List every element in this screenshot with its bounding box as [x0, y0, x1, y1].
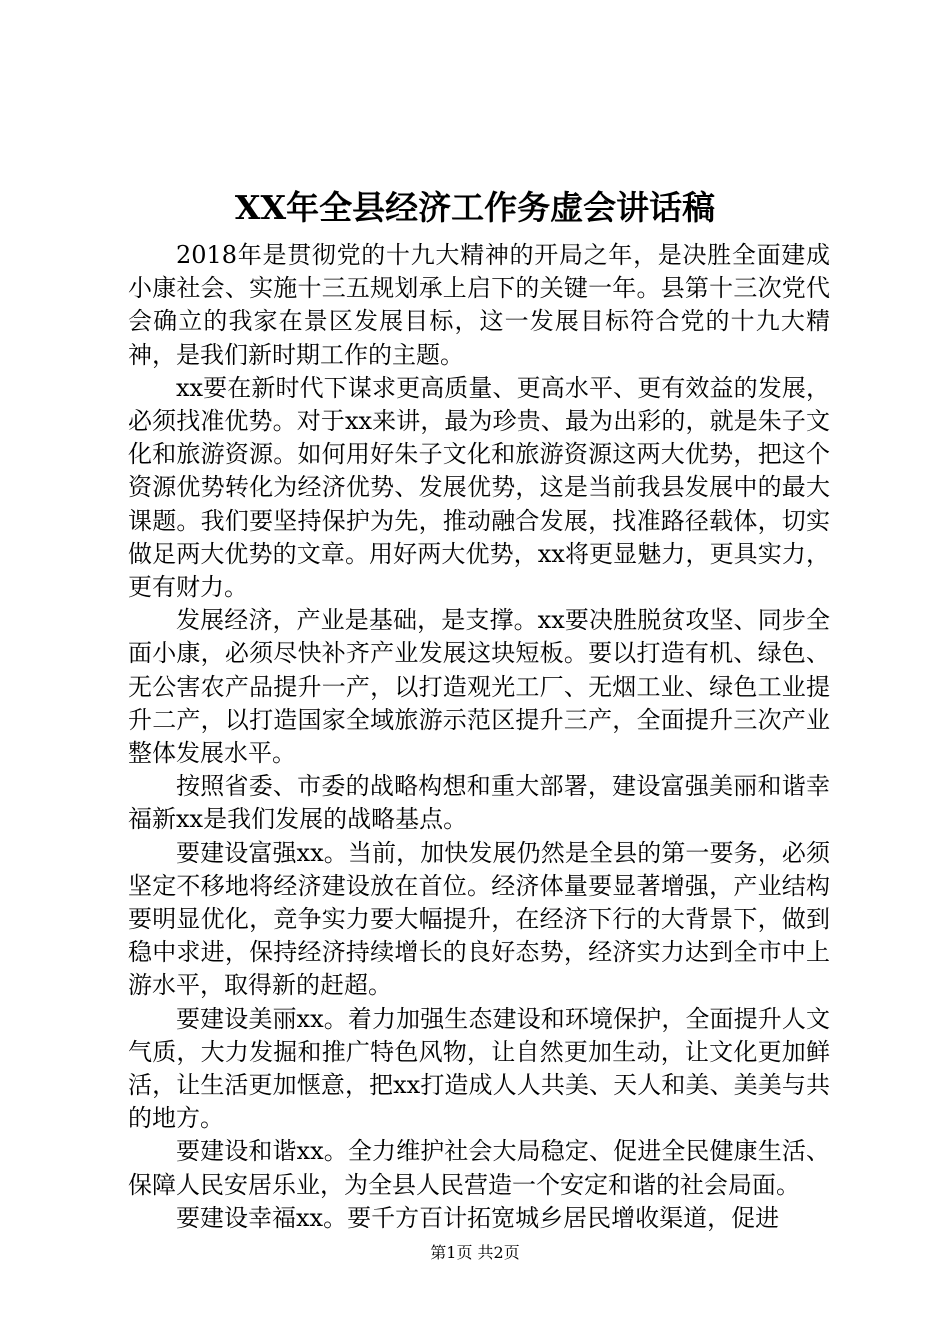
- paragraph: 2018年是贯彻党的十九大精神的开局之年，是决胜全面建成小康社会、实施十三五规划承上启下的关键一年。县第十三次党代会确立的我家在景区发展目标，这一发展目标符合党的十九大精神，是我们新时期工作的主题。: [128, 241, 830, 369]
- paragraph: 要建设幸福xx。要千方百计拓宽城乡居民增收渠道，促进: [176, 1203, 780, 1232]
- paragraph: 要建设富强xx。当前，加快发展仍然是全县的第一要务，必须坚定不移地将经济建设放在首位。经济体量要显著增强，产业结构要明显优化，竞争实力要大幅提升，在经济下行的大背景下，做到稳中求进，保持经济持续增长的良好态势，经济实力达到全市中上游水平，取得新的赶超。: [128, 838, 830, 1000]
- document-title: XX年全县经济工作务虚会讲话稿: [234, 188, 716, 227]
- paragraph: 要建设美丽xx。着力加强生态建设和环境保护，全面提升人文气质，大力发掘和推广特色风物，让自然更加生动，让文化更加鲜活，让生活更加惬意，把xx打造成人人共美、天人和美、美美与共的地方。: [128, 1004, 830, 1133]
- paragraph: xx要在新时代下谋求更高质量、更高水平、更有效益的发展，必须找准优势。对于xx来讲，最为珍贵、最为出彩的，就是朱子文化和旅游资源。如何用好朱子文化和旅游资源这两大优势，把这个资源优势转化为经济优势、发展优势，这是当前我县发展中的最大课题。我们要坚持保护为先，推动融合发展，找准路径载体，切实做足两大优势的文章。用好两大优势，xx将更显魅力，更具实力，更有财力。: [128, 373, 830, 602]
- document-body: [128, 239, 830, 1235]
- page-footer: 第1页 共2页: [430, 1243, 520, 1262]
- paragraph: 要建设和谐xx。全力维护社会大局稳定、促进全民健康生活、保障人民安居乐业，为全县人民营造一个安定和谐的社会局面。: [128, 1137, 830, 1199]
- paragraph: 按照省委、市委的战略构想和重大部署，建设富强美丽和谐幸福新xx是我们发展的战略基点。: [128, 772, 830, 834]
- paragraph: 发展经济，产业是基础，是支撑。xx要决胜脱贫攻坚、同步全面小康，必须尽快补齐产业发展这块短板。要以打造有机、绿色、无公害农产品提升一产，以打造观光工厂、无烟工业、绿色工业提升二产，以打造国家全域旅游示范区提升三产，全面提升三次产业整体发展水平。: [128, 606, 830, 768]
